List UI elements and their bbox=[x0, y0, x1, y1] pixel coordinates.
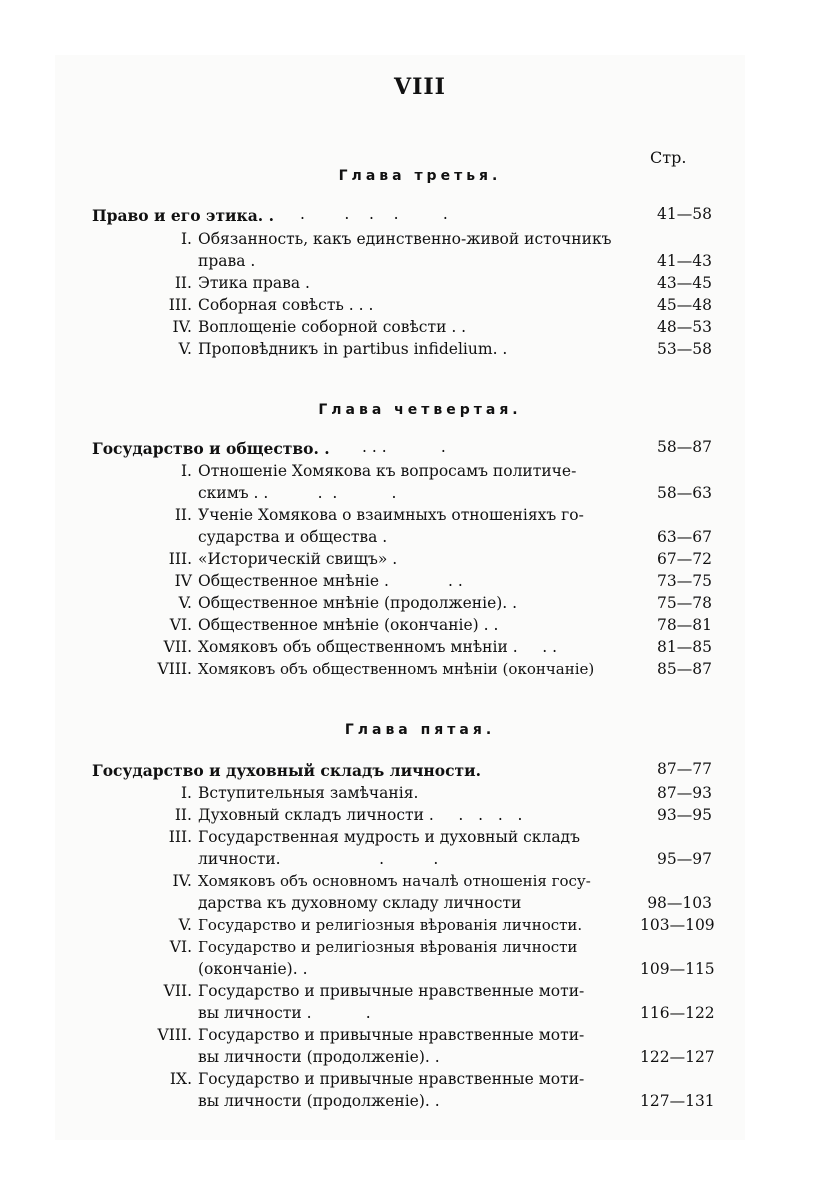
section-title-text: Государство и общество. . bbox=[92, 439, 330, 458]
entry-text: Государство и привычные нравственные моти- bbox=[198, 982, 585, 1000]
chapter-title: Глава пятая. bbox=[344, 722, 496, 738]
entry-pages: 116—122 bbox=[640, 1004, 715, 1022]
entry-pages: 127—131 bbox=[640, 1092, 715, 1110]
entry-text: вы личности . . bbox=[198, 1004, 371, 1022]
entry-pages: 103—109 bbox=[640, 916, 715, 934]
entry-text: вы личности (продолженiе). . bbox=[198, 1092, 440, 1110]
entry-numeral: V. bbox=[178, 916, 192, 934]
entry-pages: 85—87 bbox=[657, 660, 712, 678]
entry-pages: 93—95 bbox=[657, 806, 712, 824]
section-pages: 41—58 bbox=[657, 205, 712, 223]
entry-numeral: III. bbox=[168, 828, 192, 846]
entry-text: Общественное мнѣнiе (продолженiе). . bbox=[198, 594, 518, 612]
entry-text: личности. . . bbox=[198, 850, 439, 868]
entry-text: Воплощенiе соборной совѣсти . . bbox=[198, 318, 467, 336]
entry-pages: 67—72 bbox=[657, 550, 712, 568]
leader-dots: . . . . bbox=[362, 438, 446, 456]
page-number: VIII bbox=[394, 74, 446, 100]
entry-numeral: I. bbox=[180, 230, 192, 248]
entry-text: Хомяковъ объ основномъ началѣ отношенiя госу- bbox=[198, 872, 591, 890]
entry-pages: 53—58 bbox=[657, 340, 712, 358]
entry-numeral: I. bbox=[180, 462, 192, 480]
entry-text: Общественное мнѣнiе (окончанiе) . . bbox=[198, 616, 499, 634]
entry-text: Этика права . bbox=[198, 274, 310, 292]
entry-text: Хомяковъ объ общественномъ мнѣнiи (окончанiе) bbox=[198, 660, 595, 678]
section-pages: 58—87 bbox=[657, 438, 712, 456]
section-title bbox=[92, 438, 330, 460]
entry-pages: 58—63 bbox=[657, 484, 712, 502]
entry-pages: 45—48 bbox=[657, 296, 712, 314]
section-title bbox=[92, 760, 481, 782]
chapter-title: Глава третья. bbox=[338, 168, 502, 184]
entry-pages: 109—115 bbox=[640, 960, 715, 978]
entry-pages: 41—43 bbox=[657, 252, 712, 270]
entry-text: Обязанность, какъ единственно-живой источникъ bbox=[198, 230, 612, 248]
entry-text: вы личности (продолженiе). . bbox=[198, 1048, 440, 1066]
entry-pages: 43—45 bbox=[657, 274, 712, 292]
entry-pages: 75—78 bbox=[657, 594, 712, 612]
entry-text: дарства къ духовному складу личности bbox=[198, 894, 522, 912]
entry-numeral: II. bbox=[174, 274, 192, 292]
entry-numeral: VIII. bbox=[157, 660, 192, 678]
entry-text: Государство и религiозныя вѣрованiя личности bbox=[198, 938, 578, 956]
entry-text: Проповѣдникъ in partibus infidelium. . bbox=[198, 340, 508, 358]
entry-pages: 81—85 bbox=[657, 638, 712, 656]
entry-text: Государство и религiозныя вѣрованiя личности. bbox=[198, 916, 583, 934]
section-pages: 87—77 bbox=[657, 760, 712, 778]
entry-numeral: VII. bbox=[163, 982, 192, 1000]
entry-text: сударства и общества . bbox=[198, 528, 388, 546]
chapter-title: Глава четвертая. bbox=[318, 402, 522, 418]
entry-pages: 98—103 bbox=[647, 894, 712, 912]
entry-text: Соборная совѣсть . . . bbox=[198, 296, 374, 314]
entry-pages: 48—53 bbox=[657, 318, 712, 336]
entry-numeral: VI. bbox=[169, 938, 192, 956]
entry-pages: 87—93 bbox=[657, 784, 712, 802]
entry-numeral: II. bbox=[174, 806, 192, 824]
entry-text: (окончанiе). . bbox=[198, 960, 308, 978]
entry-numeral: IX. bbox=[169, 1070, 192, 1088]
entry-text: Отношенiе Хомякова къ вопросамъ политиче- bbox=[198, 462, 577, 480]
entry-text: Ученiе Хомякова о взаимныхъ отношенiяхъ го- bbox=[198, 506, 584, 524]
entry-text: Государство и привычные нравственные моти- bbox=[198, 1026, 585, 1044]
entry-text: скимъ . . . . . bbox=[198, 484, 397, 502]
entry-numeral: IV. bbox=[172, 318, 192, 336]
entry-text: Духовный складъ личности . . . . . bbox=[198, 806, 523, 824]
entry-numeral: VI. bbox=[169, 616, 192, 634]
entry-pages: 78—81 bbox=[657, 616, 712, 634]
entry-text: Государственная мудрость и духовный складъ bbox=[198, 828, 580, 846]
entry-numeral: V. bbox=[178, 594, 192, 612]
entry-text: права . bbox=[198, 252, 256, 270]
entry-numeral: IV bbox=[174, 572, 192, 590]
entry-numeral: I. bbox=[180, 784, 192, 802]
entry-numeral: VII. bbox=[163, 638, 192, 656]
entry-text: Хомяковъ объ общественномъ мнѣнiи . . . bbox=[198, 638, 558, 656]
pages-column-label: Стр. bbox=[650, 148, 687, 167]
entry-numeral: VIII. bbox=[157, 1026, 192, 1044]
entry-text: Общественное мнѣнiе . . . bbox=[198, 572, 463, 590]
entry-numeral: V. bbox=[178, 340, 192, 358]
section-title-text: Право и его этика. . bbox=[92, 206, 274, 225]
entry-pages: 73—75 bbox=[657, 572, 712, 590]
entry-pages: 63—67 bbox=[657, 528, 712, 546]
entry-text: Государство и привычные нравственные моти- bbox=[198, 1070, 585, 1088]
entry-pages: 95—97 bbox=[657, 850, 712, 868]
section-title bbox=[92, 205, 274, 227]
entry-numeral: IV. bbox=[172, 872, 192, 890]
entry-text: «Историческiй свищъ» . bbox=[198, 550, 398, 568]
section-title-text: Государство и духовный складъ личности. bbox=[92, 761, 482, 780]
entry-numeral: II. bbox=[174, 506, 192, 524]
entry-numeral: III. bbox=[168, 550, 192, 568]
entry-text: Вступительныя замѣчанiя. bbox=[198, 784, 419, 802]
entry-numeral: III. bbox=[168, 296, 192, 314]
entry-pages: 122—127 bbox=[640, 1048, 715, 1066]
leader-dots: . . . . . bbox=[300, 205, 448, 223]
